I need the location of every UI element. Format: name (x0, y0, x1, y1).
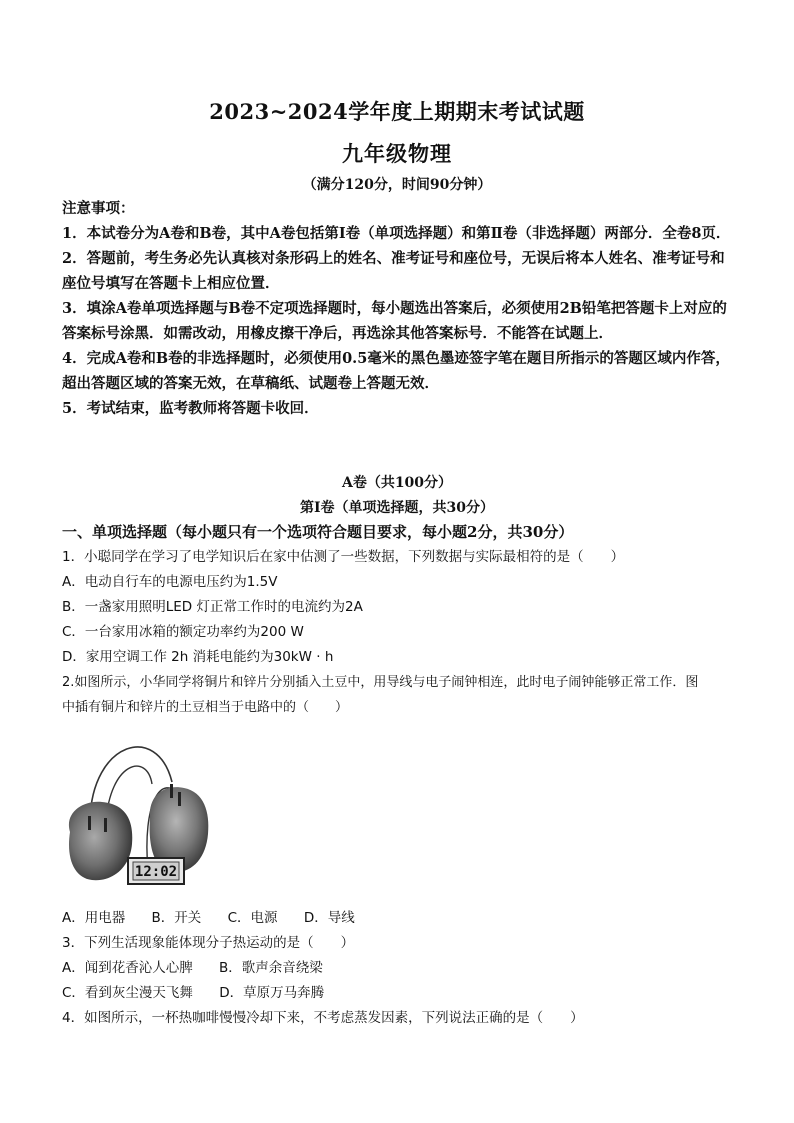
question-2 (62, 670, 742, 720)
option-d: D．草原万马奔腾 (219, 985, 325, 1001)
exam-title: 2023~2024学年度上期期末考试试题 (209, 99, 585, 124)
score-time-note: （满分120分，时间90分钟） (302, 177, 492, 193)
question-4 (62, 1006, 742, 1031)
question-3 (62, 931, 742, 1006)
question-1 (62, 545, 742, 670)
part-one-heading: 第Ⅰ卷（单项选择题，共30分） (299, 500, 495, 516)
option-a: A．用电器 (62, 910, 126, 926)
question-stem: 3．下列生活现象能体现分子热运动的是（ ） (62, 935, 355, 951)
note-item: 5．考试结束，监考教师将答题卡收回． (62, 400, 319, 417)
option-c: C．一台家用冰箱的额定功率约为200 W (62, 624, 304, 640)
section-one-heading: 一、单项选择题（每小题只有一个选项符合题目要求，每小题2分，共30分） (62, 523, 574, 541)
question-2-options (62, 906, 742, 931)
option-a: A．闻到花香沁人心脾 (62, 960, 193, 976)
potato-battery-photo (62, 722, 212, 894)
note-item: 1．本试卷分为A卷和B卷，其中A卷包括第Ⅰ卷（单项选择题）和第Ⅱ卷（非选择题）两部分．全卷8页． (62, 225, 731, 242)
option-d: D．家用空调工作 2h 消耗电能约为30kW · h (62, 649, 334, 665)
note-item: 3．填涂A卷单项选择题与B卷不定项选择题时，每小题选出答案后，必须使用2B铅笔把答题卡上对应的答案标号涂黑．如需改动，用橡皮擦干净后，再选涂其他答案标号．不能答在试题上． (62, 300, 727, 342)
notes-section (62, 196, 738, 421)
option-a: A．电动自行车的电源电压约为1.5V (62, 574, 278, 590)
option-b: B．开关 (151, 910, 202, 926)
option-d: D．导线 (303, 910, 355, 926)
note-item: 2．答题前，考生务必先认真核对条形码上的姓名、准考证号和座位号，无误后将本人姓名、准考证号和座位号填写在答题卡上相应位置． (62, 250, 725, 292)
clock-display: 12:02 (134, 864, 178, 880)
exam-subject: 九年级物理 (342, 141, 452, 166)
question-stem: 2.如图所示，小华同学将铜片和锌片分别插入土豆中，用导线与电子闹钟相连，此时电子闹钟能够正常工作．图 (62, 675, 699, 690)
notes-heading: 注意事项： (62, 200, 135, 217)
option-b: B．歌声余音绕梁 (219, 960, 323, 976)
option-c: C．电源 (227, 910, 278, 926)
option-c: C．看到灰尘漫天飞舞 (62, 985, 193, 1001)
note-item: 4．完成A卷和B卷的非选择题时，必须使用0.5毫米的黑色墨迹签字笔在题目所指示的答题区域内作答，超出答题区域的答案无效，在草稿纸、试题卷上答题无效． (62, 350, 730, 392)
question-stem: 1．小聪同学在学习了电学知识后在家中估测了一些数据，下列数据与实际最相符的是（ ） (62, 549, 625, 565)
option-b: B．一盏家用照明LED 灯正常工作时的电流约为2A (62, 599, 363, 615)
volume-a-heading: A卷（共100分） (341, 475, 453, 491)
question-stem: 中插有铜片和锌片的土豆相当于电路中的（ ） (62, 700, 349, 715)
question-stem: 4．如图所示，一杯热咖啡慢慢冷却下来，不考虑蒸发因素，下列说法正确的是（ ） (62, 1010, 584, 1026)
